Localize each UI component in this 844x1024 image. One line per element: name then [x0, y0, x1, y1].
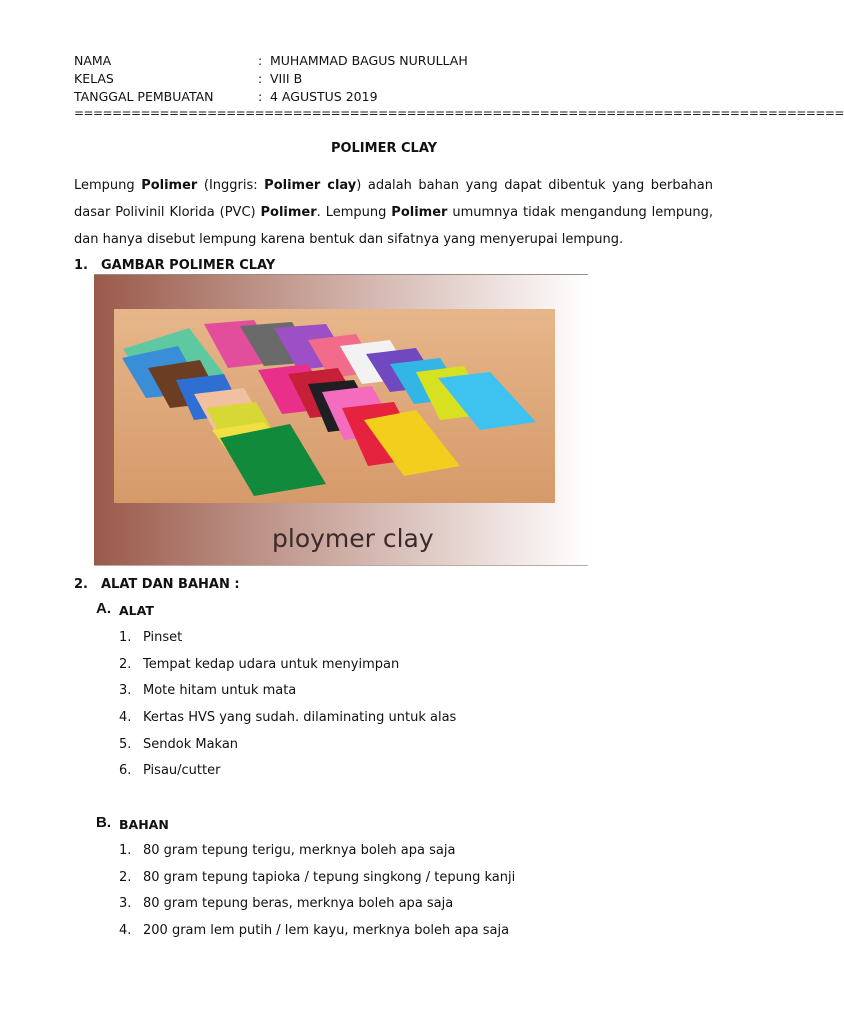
section-number: 2. [74, 577, 88, 592]
image-caption: ploymer clay [272, 524, 434, 553]
subsection-label: BAHAN [119, 817, 169, 832]
header-value: 4 AGUSTUS 2019 [270, 89, 378, 104]
header-divider: ================================================================================= [74, 106, 844, 120]
section-label: GAMBAR POLIMER CLAY [101, 258, 276, 273]
header-colon: : [258, 71, 263, 86]
header-label: NAMA [74, 53, 112, 68]
subsection-letter: B. [96, 814, 111, 831]
section-label: ALAT DAN BAHAN : [101, 577, 240, 592]
intro-paragraph: Lempung Polimer (Inggris: Polimer clay) adalah bahan yang dapat dibentuk yang berbahan dasar Polivinil Klorida (PVC) Polimer. Lempung Polimer umumnya tidak mengandung lempung, dan hanya disebut lempung karena bentuk dan sifatnya yang menyerupai lempung. [74, 178, 714, 247]
polymer-clay-photo [94, 274, 588, 566]
header-value: VIII B [270, 71, 303, 86]
document-page: NAMA : MUHAMMAD BAGUS NURULLAH KELAS : VIII B TANGGAL PEMBUATAN : 4 AGUSTUS 2019 ================================================================================= POLIMER CLAY Lempung Polimer (Inggris: Polimer clay) adalah bahan yang dapat dibentuk yang berbahan dasar Polivinil Klorida (PVC) Polimer. Lempung Polimer umumnya tidak mengandung lempung, dan hanya disebut lempung karena bentuk dan sifatnya yang menyerupai lempung. 1. GAMBAR POLIMER CLAY ploymer clay 2. ALAT DAN BAHAN : A. ALAT 1. Pinset 2. Tempat kedap udara untuk menyimpan 3. Mote hitam untuk mata 4. Kertas HVS yang sudah. dilaminating untuk alas 5. Sendok Makan 6. Pisau/cutter B. BAHAN 1. 80 gram tepung terigu, merknya boleh apa saja 2. 80 gram tepung tapioka / tepung singkong / tepung kanji 3. 80 gram tepung beras, merknya boleh apa saja 4. 200 gram lem putih / lem kayu, merknya boleh apa saja [0, 0, 768, 1024]
header-colon: : [258, 89, 263, 104]
header-colon: : [258, 53, 263, 68]
subsection-label: ALAT [119, 603, 154, 618]
section-number: 1. [74, 258, 88, 273]
page-title: POLIMER CLAY [330, 141, 438, 156]
subsection-letter: A. [96, 600, 111, 617]
header-label: TANGGAL PEMBUATAN [74, 89, 214, 104]
header-value: MUHAMMAD BAGUS NURULLAH [270, 53, 468, 68]
header-label: KELAS [74, 71, 114, 86]
